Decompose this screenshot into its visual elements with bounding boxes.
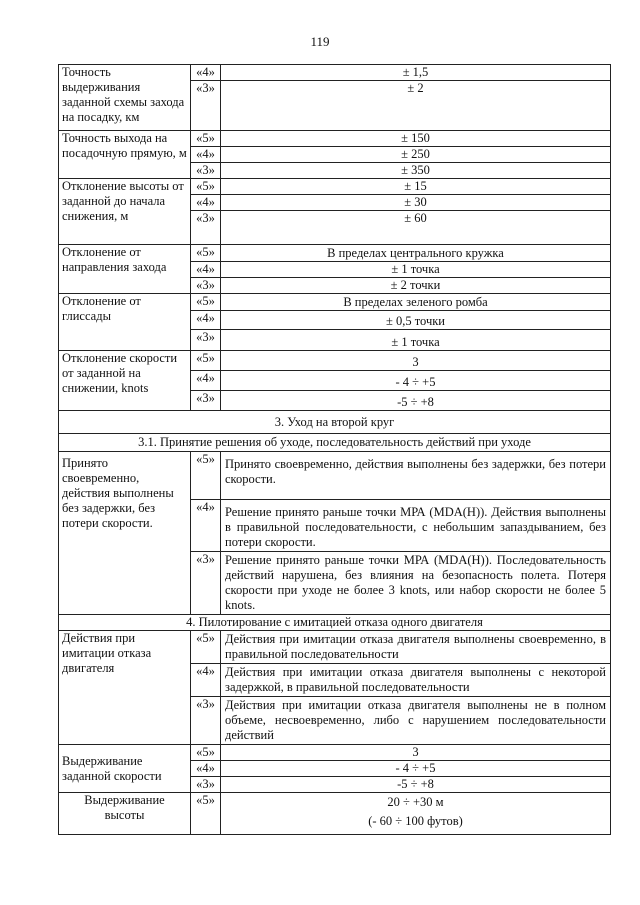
table-row [59,434,611,452]
grade-value: ± 250 [221,147,611,163]
grade-mark: «4» [191,311,221,330]
grade-value: 3 [221,351,611,371]
grade-value: ± 150 [221,131,611,147]
grade-description: Решение принято раньше точки МРА (MDA(H)). Действия выполнены в правильной последовательности, с небольшим запаздыванием, без потери скорости. [221,500,611,552]
grade-description: Действия при имитации отказа двигателя выполнены своевременно, в правильной последовательности [221,631,611,664]
grade-mark: «4» [191,65,221,81]
grade-mark: «3» [191,552,221,615]
section-title: 3. Уход на второй круг [59,411,611,434]
grade-value: ± 60 [221,211,611,245]
grade-mark: «4» [191,500,221,552]
table-row [59,245,611,262]
grade-mark: «3» [191,777,221,793]
grade-value: ± 30 [221,195,611,211]
grade-value: 3 [221,745,611,761]
table-row [59,631,611,664]
criterion-label: Отклонение от направления захода [59,245,191,294]
altitude-value-metric: 20 ÷ +30 м [387,795,444,809]
grade-mark: «5» [191,131,221,147]
table-row [59,615,611,631]
grade-mark: «3» [191,391,221,411]
evaluation-table [58,64,611,835]
criterion-label: Принято своевременно, действия выполнены без задержки, без потери скорости. [59,452,191,615]
grade-mark: «5» [191,793,221,835]
grade-description: Принято своевременно, действия выполнены без задержки, без потери скорости. [221,452,611,500]
table-row [59,65,611,81]
grade-value: ± 1,5 [221,65,611,81]
grade-value: ± 1 точка [221,262,611,278]
altitude-value-feet: (- 60 ÷ 100 футов) [368,814,463,828]
table-row [59,411,611,434]
grade-mark: «5» [191,179,221,195]
grade-mark: «4» [191,262,221,278]
grade-mark: «4» [191,761,221,777]
grade-value: ± 15 [221,179,611,195]
grade-mark: «5» [191,745,221,761]
grade-value: -5 ÷ +8 [221,777,611,793]
grade-description: Решение принято раньше точки МРА (MDA(H)). Последовательность действий нарушена, без влияния на безопасность полета. Потеря скорости при уходе не более 3 knots, или набор скорости не более 5 knots. [221,552,611,615]
grade-mark: «4» [191,195,221,211]
grade-value: ± 2 точки [221,278,611,294]
grade-value: В пределах центрального кружка [221,245,611,262]
section-subtitle: 3.1. Принятие решения об уходе, последовательность действий при уходе [59,434,611,452]
criterion-label: Отклонение высоты от заданной до начала снижения, м [59,179,191,245]
grade-value: - 4 ÷ +5 [221,371,611,391]
criterion-label: Действия при имитации отказа двигателя [59,631,191,745]
table-row [59,179,611,195]
grade-value: -5 ÷ +8 [221,391,611,411]
grade-value: ± 1 точка [221,330,611,351]
grade-mark: «3» [191,278,221,294]
grade-value: В пределах зеленого ромба [221,294,611,311]
grade-value: ± 0,5 точки [221,311,611,330]
grade-description: Действия при имитации отказа двигателя выполнены с некоторой задержкой, в правильной последовательности [221,664,611,697]
grade-mark: «4» [191,664,221,697]
table-row [59,793,611,835]
criterion-label: Точность выдерживания заданной схемы захода на посадку, км [59,65,191,131]
table-row [59,131,611,147]
grade-mark: «3» [191,330,221,351]
grade-value: ± 2 [221,81,611,131]
section-title: 4. Пилотирование с имитацией отказа одного двигателя [59,615,611,631]
grade-mark: «4» [191,147,221,163]
criterion-label: Выдерживание высоты [59,793,191,835]
grade-mark: «3» [191,81,221,131]
grade-mark: «5» [191,351,221,371]
criterion-label: Отклонение от глиссады [59,294,191,351]
grade-value [221,793,611,835]
table-row [59,452,611,500]
criterion-label: Отклонение скорости от заданной на снижении, knots [59,351,191,411]
grade-description: Действия при имитации отказа двигателя выполнены не в полном объеме, несвоевременно, либо с нарушением последовательности действий [221,697,611,745]
grade-value: ± 350 [221,163,611,179]
grade-mark: «4» [191,371,221,391]
grade-value: - 4 ÷ +5 [221,761,611,777]
table-row [59,294,611,311]
grade-mark: «3» [191,163,221,179]
grade-mark: «5» [191,452,221,500]
grade-mark: «3» [191,697,221,745]
grade-mark: «5» [191,294,221,311]
grade-mark: «5» [191,631,221,664]
criterion-label: Выдерживание заданной скорости [59,745,191,793]
table-row [59,351,611,371]
grade-mark: «5» [191,245,221,262]
criterion-label: Точность выхода на посадочную прямую, м [59,131,191,179]
grade-mark: «3» [191,211,221,245]
table-row [59,745,611,761]
page-number: 119 [310,34,330,49]
